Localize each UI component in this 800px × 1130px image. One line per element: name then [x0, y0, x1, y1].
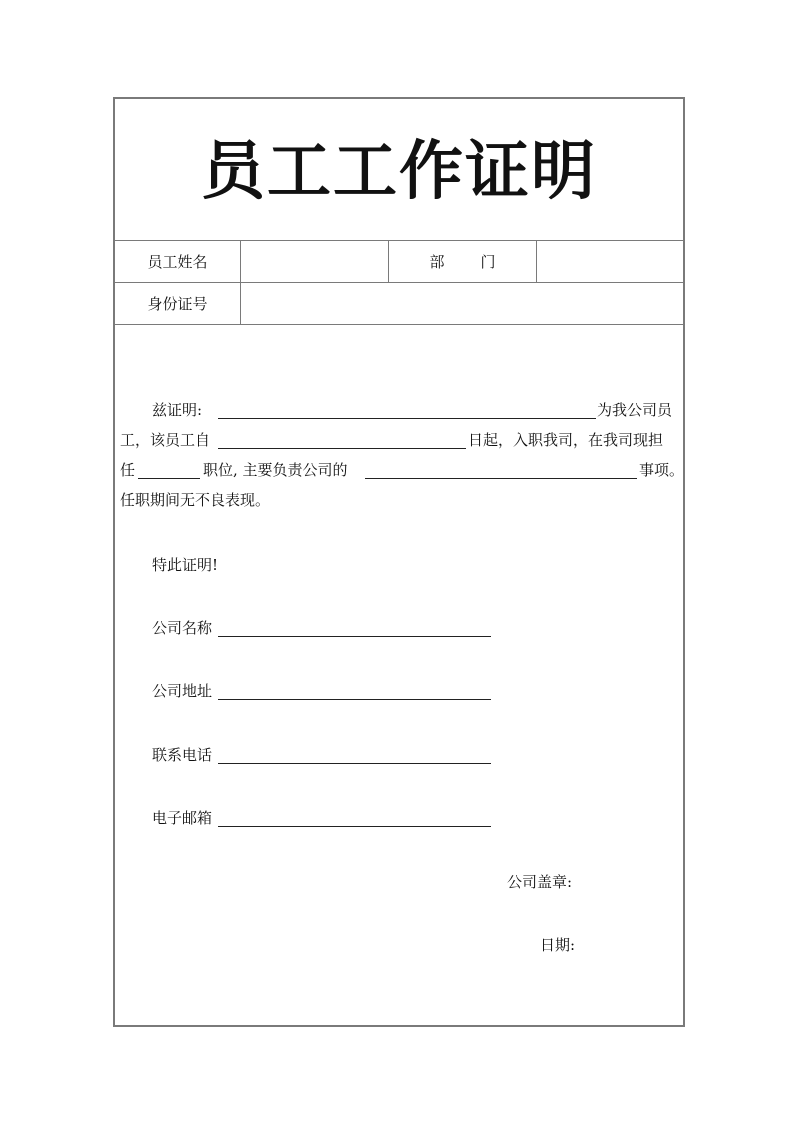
- table-row-name-dept: [115, 241, 683, 283]
- department-label-part2: 门: [480, 253, 496, 271]
- phone-label: 联系电话: [152, 746, 213, 764]
- department-field[interactable]: [536, 241, 683, 282]
- certify-line2-suffix: 日起，入职我司，在我司现担: [468, 431, 664, 449]
- start-date-blank[interactable]: [218, 448, 466, 449]
- special-certify: 特此证明!: [152, 556, 219, 574]
- department-label: [388, 241, 536, 282]
- email-blank[interactable]: [218, 826, 491, 827]
- id-number-field[interactable]: [240, 283, 683, 324]
- company-address-blank[interactable]: [218, 699, 491, 700]
- table-row-id: [115, 283, 683, 325]
- certify-line3-suffix: 事项。: [639, 461, 685, 479]
- company-name-blank[interactable]: [218, 636, 491, 637]
- company-name-label: 公司名称: [152, 619, 213, 637]
- certify-line2-prefix: 工，该员工自: [120, 431, 211, 449]
- certify-line4: 任职期间无不良表现。: [120, 491, 271, 509]
- certify-prefix: 兹证明:: [152, 401, 203, 419]
- department-label-part1: 部: [429, 253, 445, 271]
- certify-line3-prefix: 任: [120, 461, 136, 479]
- employee-name-field[interactable]: [240, 241, 388, 282]
- employee-name-label: 员工姓名: [147, 253, 208, 271]
- email-label: 电子邮箱: [152, 809, 213, 827]
- company-address-label: 公司地址: [152, 682, 213, 700]
- position-blank[interactable]: [138, 478, 200, 479]
- document-title: 员工工作证明: [201, 134, 597, 209]
- certify-line3-mid: 职位, 主要负责公司的: [203, 461, 348, 479]
- company-seal-label: 公司盖章:: [507, 873, 573, 891]
- title-box: [115, 99, 683, 241]
- date-label: 日期:: [540, 936, 576, 954]
- certify-line1-suffix: 为我公司员: [597, 401, 673, 419]
- id-number-label: 身份证号: [147, 295, 208, 313]
- responsibility-blank[interactable]: [365, 478, 637, 479]
- certify-name-blank[interactable]: [218, 418, 596, 419]
- phone-blank[interactable]: [218, 763, 491, 764]
